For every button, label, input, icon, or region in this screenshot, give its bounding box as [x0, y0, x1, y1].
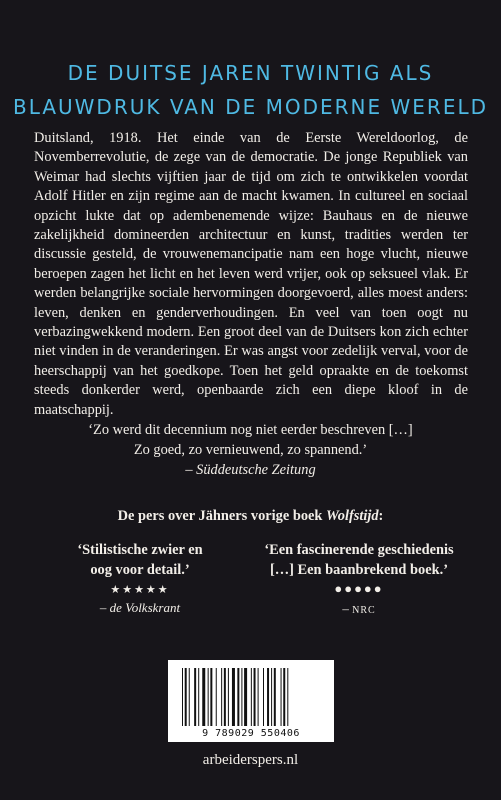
barcode-bar: [221, 668, 222, 726]
barcode-bar: [274, 668, 276, 726]
barcode-bar: [202, 668, 205, 726]
star-rating: ★★★★★: [110, 584, 170, 596]
ball-rating: ●●●●●: [334, 581, 384, 596]
barcode-bar: [224, 668, 226, 726]
barcode-bar: [182, 668, 183, 726]
barcode-bar: [258, 668, 259, 726]
publisher-website: arbeiderspers.nl: [202, 752, 299, 768]
main-quote-line-2: Zo goed, zo vernieuwend, zo spannend.’: [133, 442, 368, 458]
review-nrc: [264, 540, 454, 617]
barcode-bar: [194, 668, 196, 726]
barcode-bar: [263, 668, 264, 726]
barcode-bar: [185, 668, 187, 726]
review-quote-line-1: ‘Een fascinerende geschiedenis: [264, 542, 454, 558]
review-volkskrant: [45, 540, 235, 616]
barcode-bar: [208, 668, 209, 726]
review-source: – de Volkskrant: [99, 600, 181, 615]
barcode-bar: [271, 668, 272, 726]
barcode-bar: [216, 668, 217, 726]
review-quote-line-2: oog voor detail.’: [90, 562, 190, 578]
review-quote-line-1: ‘Stilistische zwier en: [77, 542, 203, 558]
barcode-bar: [281, 668, 282, 726]
barcode: [168, 660, 334, 742]
headline-line-2: BLAUWDRUK VAN DE MODERNE WERELD: [13, 95, 488, 119]
press-heading-suffix: :: [378, 508, 384, 524]
barcode-bar: [189, 668, 190, 726]
isbn-number: 9 789029 550406: [202, 728, 300, 739]
blurb-text: Duitsland, 1918. Het einde van de Eerste Wereldoorlog, de Novemberrevolutie, de zege van de democratie. De jonge Republiek van Weimar had slechts vijftien jaar de tijd om zich te ontwikkelen voordat Adolf Hitler en zijn regime aan de macht kwamen. In cultureel en sociaal opzicht lukte dat op adembenemende wijze: Bauhaus en de nieuwe zakelijkheid domineerden architectuur en kunst, tradities werden ter discussie gesteld, de vrouwenemancipatie nam een hoge vlucht, nieuwe beroepen zagen het licht en het leven werd vrijer, ook op seksueel vlak. Er werden belangrijke sociale hervormingen doorgevoerd, alles moest anders: leven, denken en genderverhoudingen. En veel van toen oogt nu verbazingwekkend modern. Een groot deel van de Duitsers kon zich echter niet vinden in de veranderingen. Er was angst voor zedelijk verval, voor de heerschappij van het goedkope. Toen het geld opraakte en de toekomst steeds donkerder werd, openbaarde zich een diepe kloof in de maatschappij.: [34, 130, 468, 418]
barcode-bar: [267, 668, 269, 726]
press-heading: [0, 508, 501, 525]
barcode-bar: [232, 668, 235, 726]
barcode-bar: [251, 668, 252, 726]
review-quote-line-2: […] Een baanbrekend boek.’: [269, 562, 449, 578]
barcode-bar: [283, 668, 285, 726]
barcode-bar: [210, 668, 212, 726]
press-heading-prefix: De pers over Jähners vorige boek: [117, 508, 327, 524]
barcode-bar: [228, 668, 229, 726]
barcode-bars: [182, 668, 320, 726]
review-source: – NRC: [342, 601, 376, 616]
barcode-bar: [244, 668, 247, 726]
barcode-bar: [254, 668, 256, 726]
main-quote-source: – Süddeutsche Zeitung: [185, 462, 316, 478]
barcode-bar: [241, 668, 242, 726]
barcode-bar: [198, 668, 199, 726]
headline-line-1: DE DUITSE JAREN TWINTIG ALS: [67, 61, 434, 85]
barcode-bar: [287, 668, 288, 726]
press-heading-book-title: Wolfstijd: [326, 508, 379, 524]
barcode-bar: [237, 668, 239, 726]
main-quote-line-1: ‘Zo werd dit decennium nog niet eerder beschreven […]: [88, 422, 413, 438]
